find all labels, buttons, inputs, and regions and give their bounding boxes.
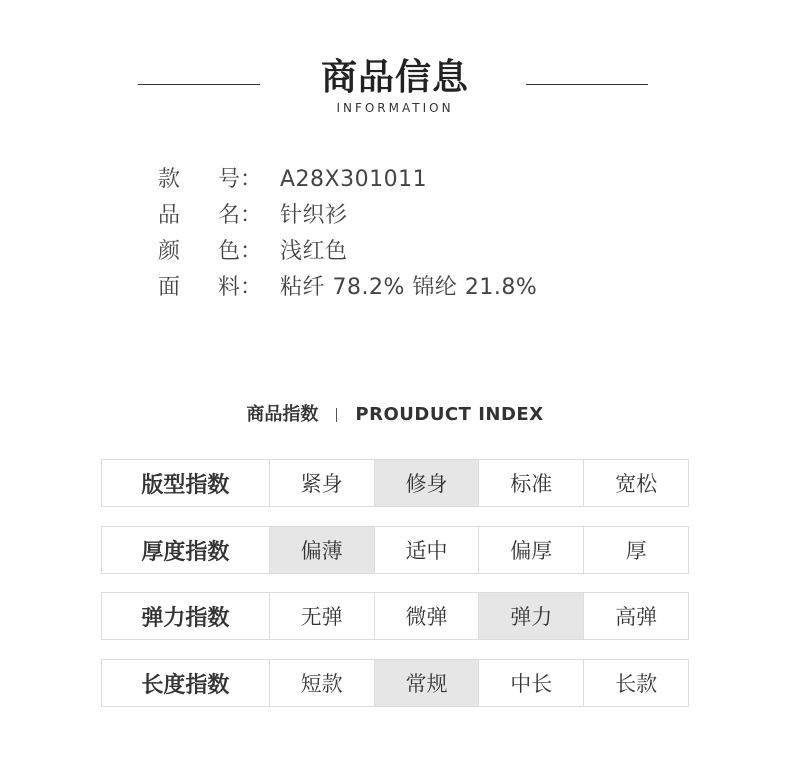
info-label-char: 款 (158, 167, 181, 192)
index-option: 标准 (478, 460, 583, 506)
info-label-char: 色： (218, 239, 263, 264)
info-label (158, 235, 280, 271)
index-table-length (101, 659, 689, 707)
index-header-cn: 商品指数 (246, 404, 319, 425)
index-option-selected: 常规 (374, 660, 479, 706)
index-header-en: PROUDUCT INDEX (355, 404, 544, 425)
index-name: 版型指数 (141, 472, 230, 498)
index-option: 中长 (478, 660, 583, 706)
header-separator (336, 408, 337, 422)
index-table-fit (101, 459, 689, 507)
page-title: 商品信息 (320, 57, 469, 98)
index-option: 高弹 (583, 593, 688, 639)
info-value: 粘纤 78.2% 锦纶 21.8% (280, 275, 538, 300)
index-option-selected: 偏薄 (269, 527, 374, 573)
info-label (158, 199, 280, 235)
index-name: 弹力指数 (141, 605, 230, 631)
info-label-char: 号： (218, 167, 263, 192)
index-option: 偏厚 (478, 527, 583, 573)
info-row-color (158, 235, 537, 271)
info-label-char: 名： (218, 203, 263, 228)
info-value: 针织衫 (280, 203, 348, 228)
info-value: A28X301011 (280, 167, 428, 192)
index-option: 适中 (374, 527, 479, 573)
index-option-selected: 弹力 (478, 593, 583, 639)
info-value: 浅红色 (280, 239, 348, 264)
index-option-selected: 修身 (374, 460, 479, 506)
info-row-style-number (158, 163, 537, 199)
index-table-elasticity (101, 592, 689, 640)
index-option: 长款 (583, 660, 688, 706)
product-info (158, 163, 537, 307)
index-option: 厚 (583, 527, 688, 573)
index-option: 紧身 (269, 460, 374, 506)
info-label (158, 271, 280, 307)
index-name: 厚度指数 (141, 539, 230, 565)
info-row-fabric (158, 271, 537, 307)
info-label-char: 面 (158, 275, 181, 300)
index-section-header (0, 400, 790, 426)
index-option: 宽松 (583, 460, 688, 506)
index-option: 无弹 (269, 593, 374, 639)
info-label (158, 163, 280, 199)
index-name: 长度指数 (141, 672, 230, 698)
index-option: 微弹 (374, 593, 479, 639)
page-subtitle: INFORMATION (336, 101, 454, 115)
index-option: 短款 (269, 660, 374, 706)
info-label-char: 料： (218, 275, 263, 300)
info-label-char: 颜 (158, 239, 181, 264)
info-row-product-name (158, 199, 537, 235)
index-table-thickness (101, 526, 689, 574)
info-label-char: 品 (158, 203, 181, 228)
